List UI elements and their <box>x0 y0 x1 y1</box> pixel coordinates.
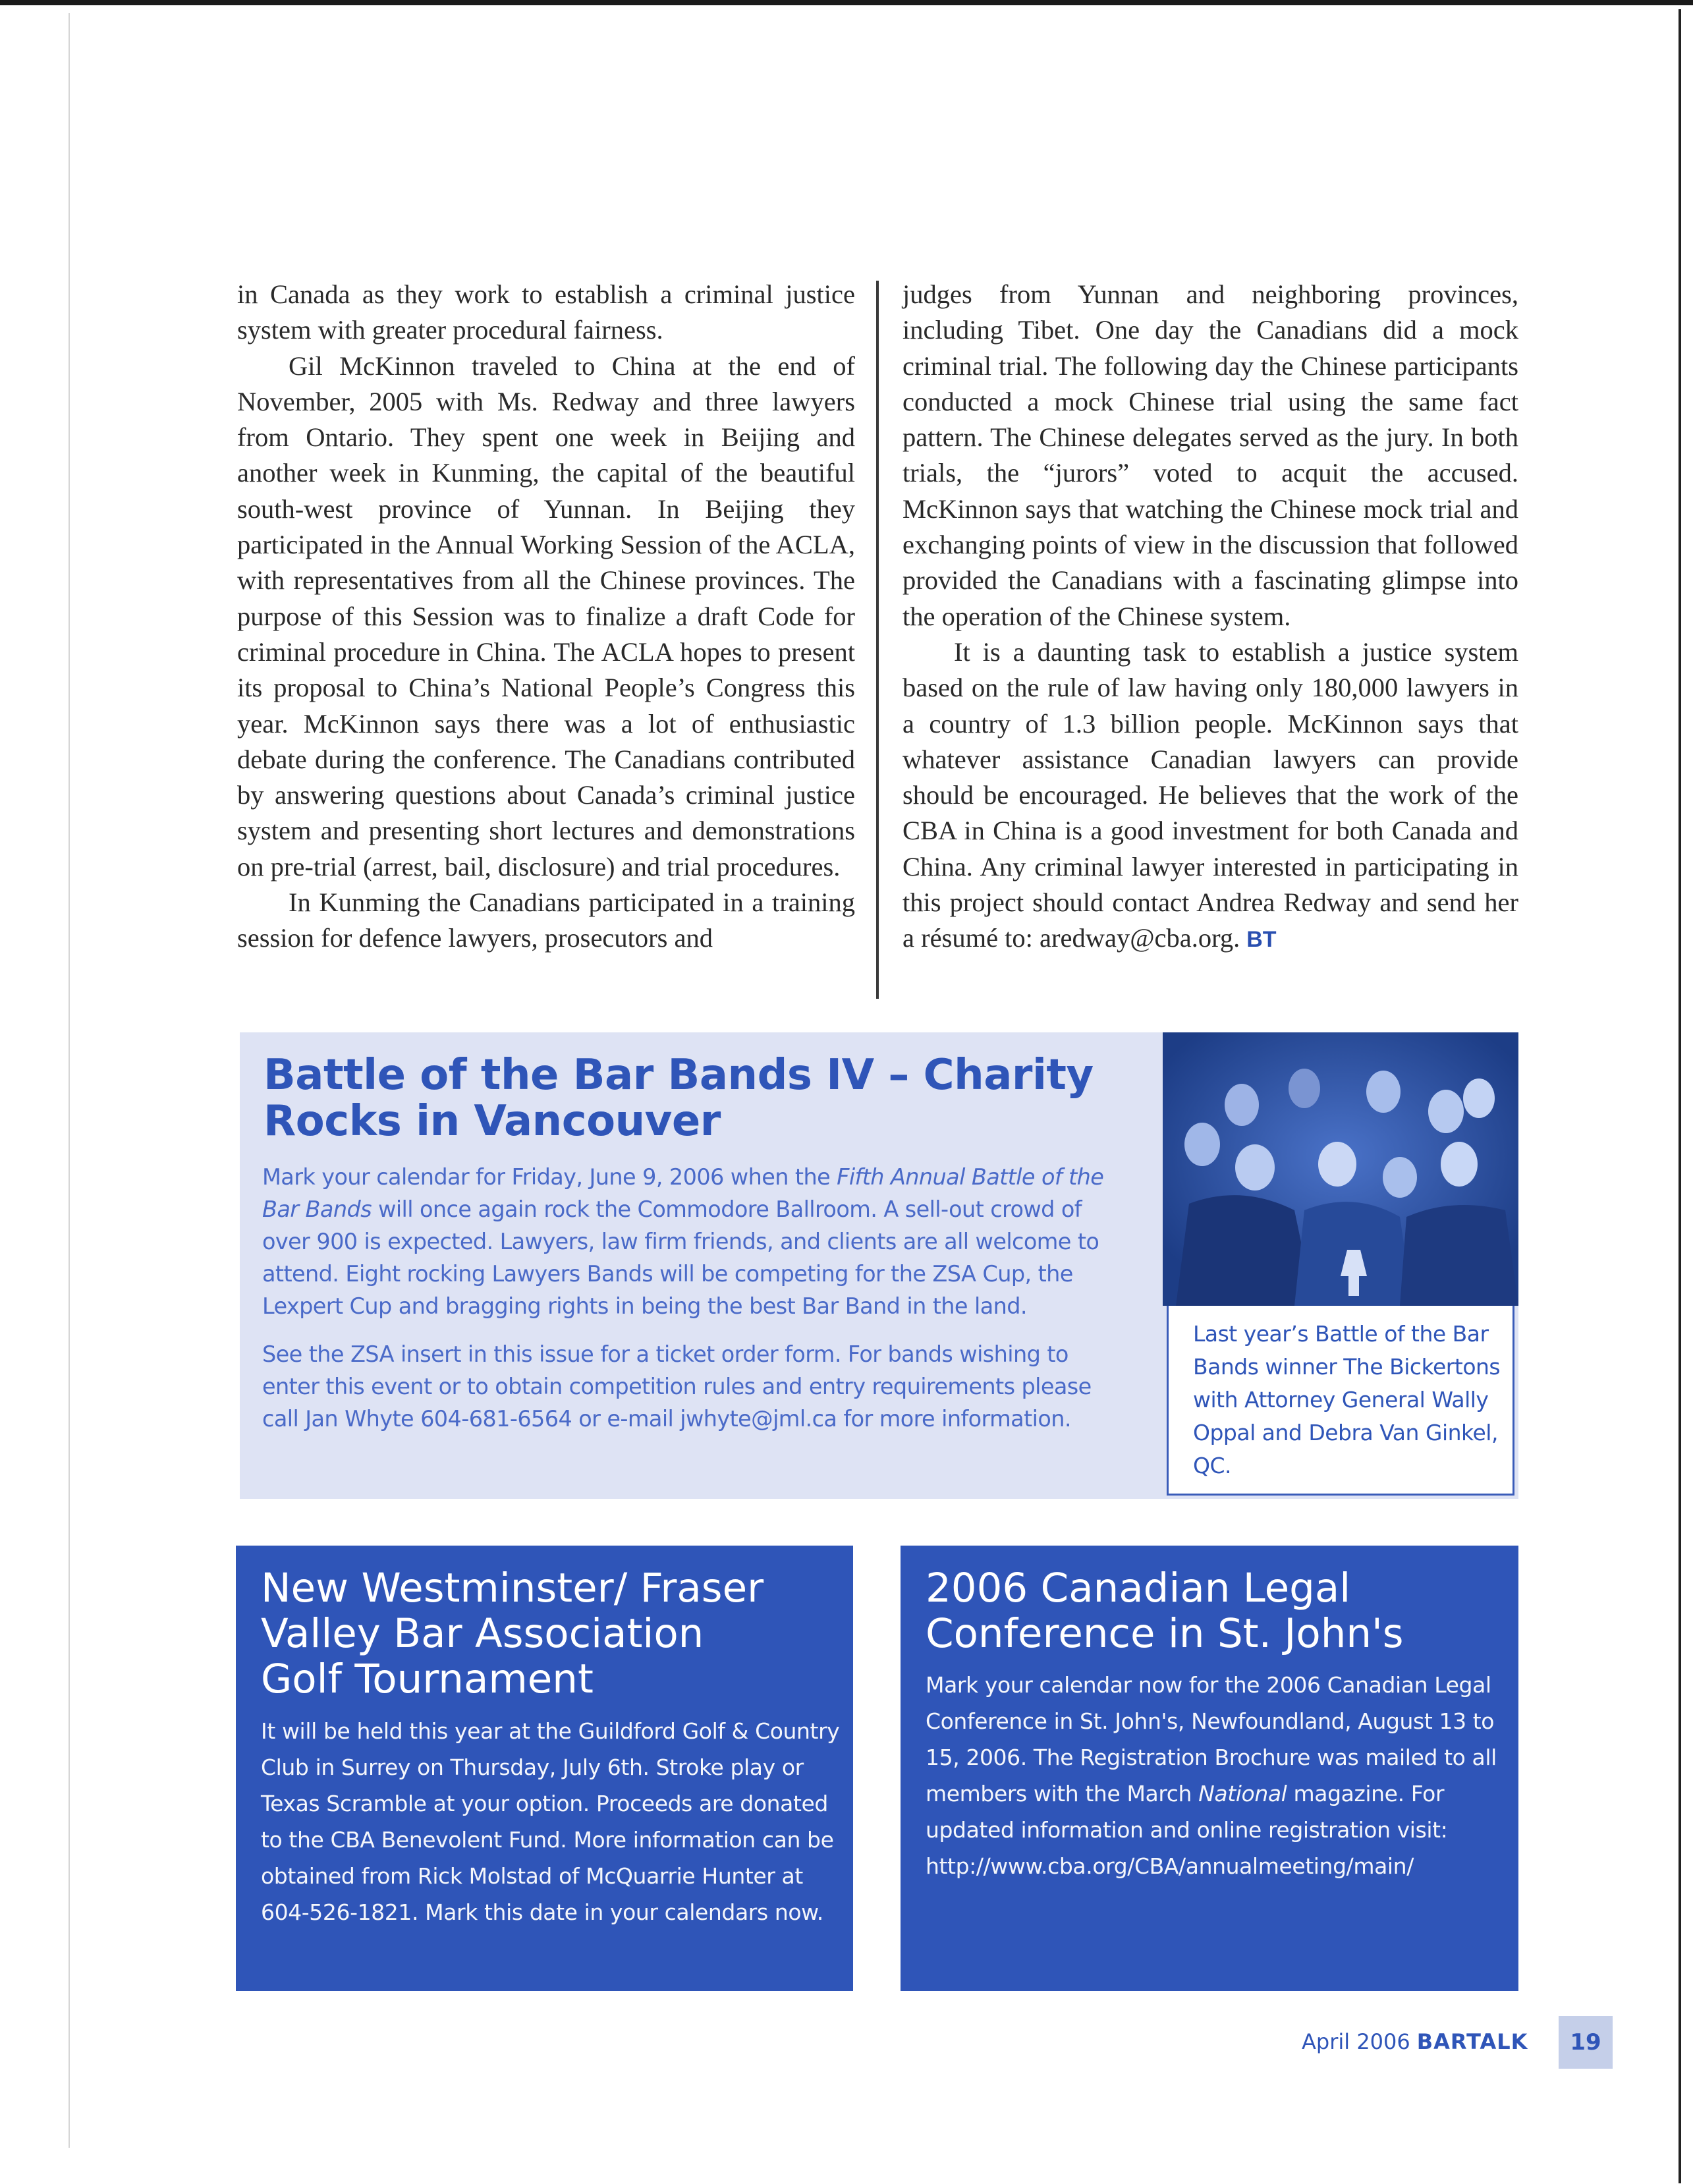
golf-tournament-box <box>236 1546 853 1991</box>
conference-title <box>926 1565 1404 1656</box>
article-left-column <box>237 277 855 957</box>
conference-title-line: 2006 Canadian Legal <box>926 1565 1351 1611</box>
golf-title-line: New Westminster/ Fraser <box>261 1565 764 1611</box>
legal-conference-box <box>901 1546 1518 1991</box>
battle-event-name: Fifth Annual Battle of the Bar Bands <box>262 1164 1104 1222</box>
golf-body: It will be held this year at the Guildford Golf & Country Club in Surrey on Thursday, July 6th. Stroke play or Texas Scramble at your option. Proceeds are donated to the CBA Benevolent Fund. More information can be obtained from Rick Molstad of McQuarrie Hunter at 604-526-1821. Mark this date in your calendars now. <box>261 1718 840 1925</box>
battle-text: will once again rock the Commodore Ballroom. A sell-out crowd of over 900 is expected. Lawyers, law firm friends, and clients are all welcome to attend. Eight rocking Lawyers Bands will be competing for the ZSA Cup, the Lexpert Cup and bragging rights in being the best Bar Band in the land. <box>262 1196 1099 1319</box>
golf-title-line: Valley Bar Association <box>261 1610 704 1657</box>
conference-title-line: Conference in St. John's <box>926 1610 1404 1657</box>
battle-of-bar-bands-box <box>240 1032 1518 1499</box>
article-paragraph: in Canada as they work to establish a criminal justice system with greater procedural fairness. <box>237 279 855 345</box>
golf-title-line: Golf Tournament <box>261 1656 594 1702</box>
conference-text: Mark your calendar now for the 2006 Canadian Legal Conference in St. John's, Newfoundland, August 13 to 15, 2006. The Registration Brochure was mailed to all members with the March <box>926 1672 1497 1806</box>
photo-caption: Last year’s Battle of the Bar Bands winner The Bickertons with Attorney General Wally Oppal and Debra Van Ginkel, QC. <box>1193 1321 1501 1478</box>
battle-paragraph-1 <box>262 1161 1105 1322</box>
band-photo-image <box>1163 1032 1518 1306</box>
battle-paragraph-2: See the ZSA insert in this issue for a ticket order form. For bands wishing to enter this event or to obtain competition rules and entry requirements please call Jan Whyte 604-681-6564 or e-mail jwhyte@jml.ca for more information. <box>262 1341 1092 1432</box>
article-paragraph-last <box>902 634 1518 958</box>
column-divider <box>876 281 879 999</box>
footer-date-brand <box>1302 2029 1539 2054</box>
article-paragraph: In Kunming the Canadians participated in a training session for defence lawyers, prosecutors and <box>237 887 855 953</box>
article-paragraph: Gil McKinnon traveled to China at the end of November, 2005 with Ms. Redway and three lawyers from Ontario. They spent one week in Beijing and another week in Kunming, the capital of the beautiful south-west province of Yunnan. In Beijing they participated in the Annual Working Session of the ACLA, with representatives from all the Chinese provinces. The purpose of this Session was to finalize a draft Code for criminal procedure in China. The ACLA hopes to present its proposal to China’s National People’s Congress this year. McKinnon says there was a lot of enthusiastic debate during the conference. The Canadians contributed by answering questions about Canada’s criminal justice system and presenting short lectures and demonstrations on pre-trial (arrest, bail, disclosure) and trial procedures. <box>237 350 855 882</box>
battle-body <box>262 1161 1105 1451</box>
golf-title <box>261 1565 763 1702</box>
issue-date: April 2006 <box>1302 2029 1410 2054</box>
article-paragraph: judges from Yunnan and neighboring provinces, including Tibet. One day the Canadians did a mock criminal trial. The following day the Chinese participants conducted a mock Chinese trial using the same fact pattern. The Chinese delegates served as the jury. In both trials, the “jurors” voted to acquit the accused. McKinnon says that watching the Chinese mock trial and exchanging points of view in the discussion that followed provided the Canadians with a fascinating glimpse into the operation of the Chinese system. <box>902 279 1518 631</box>
photo-caption-box <box>1167 1306 1514 1496</box>
conference-text: magazine. For updated information and online registration visit: <box>926 1781 1448 1843</box>
end-mark: BT <box>1246 927 1277 953</box>
conference-body <box>926 1667 1499 1884</box>
top-border-line <box>0 0 1693 5</box>
conference-url[interactable]: http://www.cba.org/CBA/annualmeeting/main/ <box>926 1853 1414 1879</box>
battle-title: Battle of the Bar Bands IV – Charity Rocks in Vancouver <box>264 1051 1094 1146</box>
article-paragraph-text: It is a daunting task to establish a justice system based on the rule of law having only 180,000 lawyers in a country of 1.3 billion people. McKinnon says that whatever assistance Canadian lawyers can provide should be encouraged. He believes that the work of the CBA in China is a good investment for both Canada and China. Any criminal lawyer interested in participating in this project should contact Andrea Redway and send her a résumé to: aredway@cba.org. <box>902 636 1518 953</box>
battle-text: Mark your calendar for Friday, June 9, 2006 when the <box>262 1164 837 1190</box>
article-right-column <box>902 277 1518 958</box>
magazine-name: National <box>1198 1781 1287 1806</box>
left-edge-line <box>69 13 70 2148</box>
right-edge-line <box>1679 9 1681 2183</box>
band-photo <box>1163 1032 1518 1306</box>
magazine-brand: BARTALK <box>1416 2029 1528 2054</box>
page-number: 19 <box>1559 2016 1613 2069</box>
